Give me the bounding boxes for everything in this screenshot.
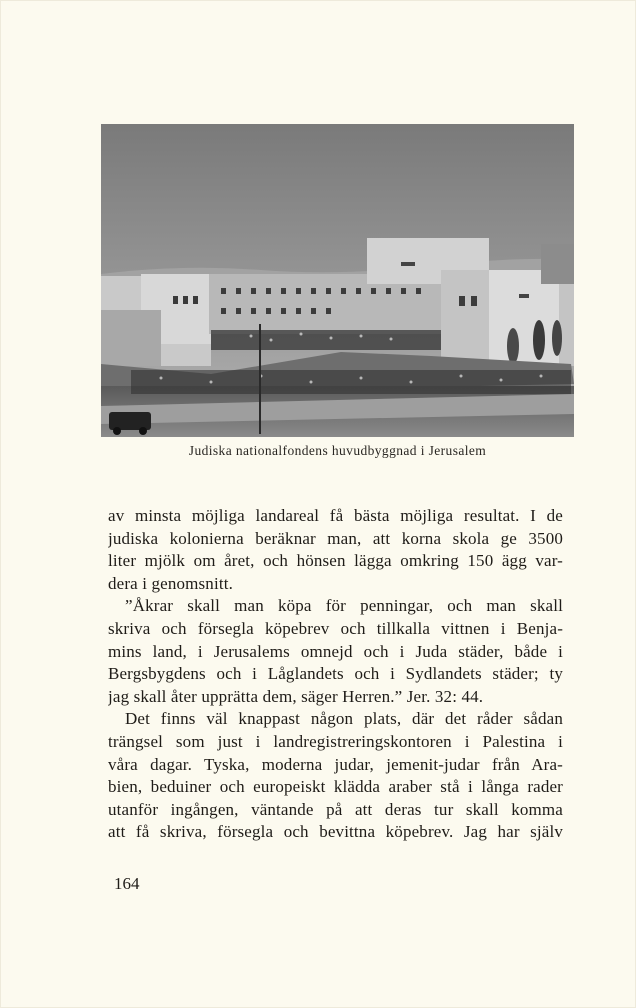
photograph <box>101 124 574 437</box>
text-line: mins land, i Jerusalems omnejd och i Juda städer, både i <box>108 641 563 661</box>
text-line: liter mjölk om året, och hönsen lägga omkring 150 ägg var- <box>108 551 563 571</box>
text-line: av minsta möjliga landareal få bästa möjliga resultat. I de <box>108 506 563 525</box>
text-line: jag skall åter upprätta dem, säger Herren.” Jer. 32: 44. <box>108 686 484 706</box>
building-photo-icon <box>101 124 574 437</box>
body-text <box>108 505 563 844</box>
page-number: 164 <box>114 874 140 893</box>
text-line: trängsel som just i landregistreringskontoren i Palestina i <box>108 731 563 751</box>
text-line: våra dagar. Tyska, moderna judar, jemenit-judar från Ara- <box>108 754 563 774</box>
text-line: dera i genomsnitt. <box>108 573 233 593</box>
text-line: Det finns väl knappast någon plats, där det råder sådan <box>125 709 563 729</box>
text-line: skriva och försegla köpebrev och tillkalla vittnen i Benja- <box>108 618 563 638</box>
text-line: att få skriva, försegla och bevittna köpebrev. Jag har själv <box>108 822 563 842</box>
text-line: ”Åkrar skall man köpa för penningar, och man skall <box>125 596 563 616</box>
photo-caption: Judiska nationalfondens huvudbyggnad i Jerusalem <box>188 443 487 458</box>
text-line: judiska kolonierna beräknar man, att korna skola ge 3500 <box>108 528 563 548</box>
text-line: Bergsbygdens och i Låglandets och i Sydlandets städer; ty <box>108 664 563 684</box>
text-line: bien, beduiner och europeiskt klädda araber stå i långa rader <box>108 777 563 797</box>
text-line: utanför ingången, väntande på att deras tur skall komma <box>108 799 563 819</box>
